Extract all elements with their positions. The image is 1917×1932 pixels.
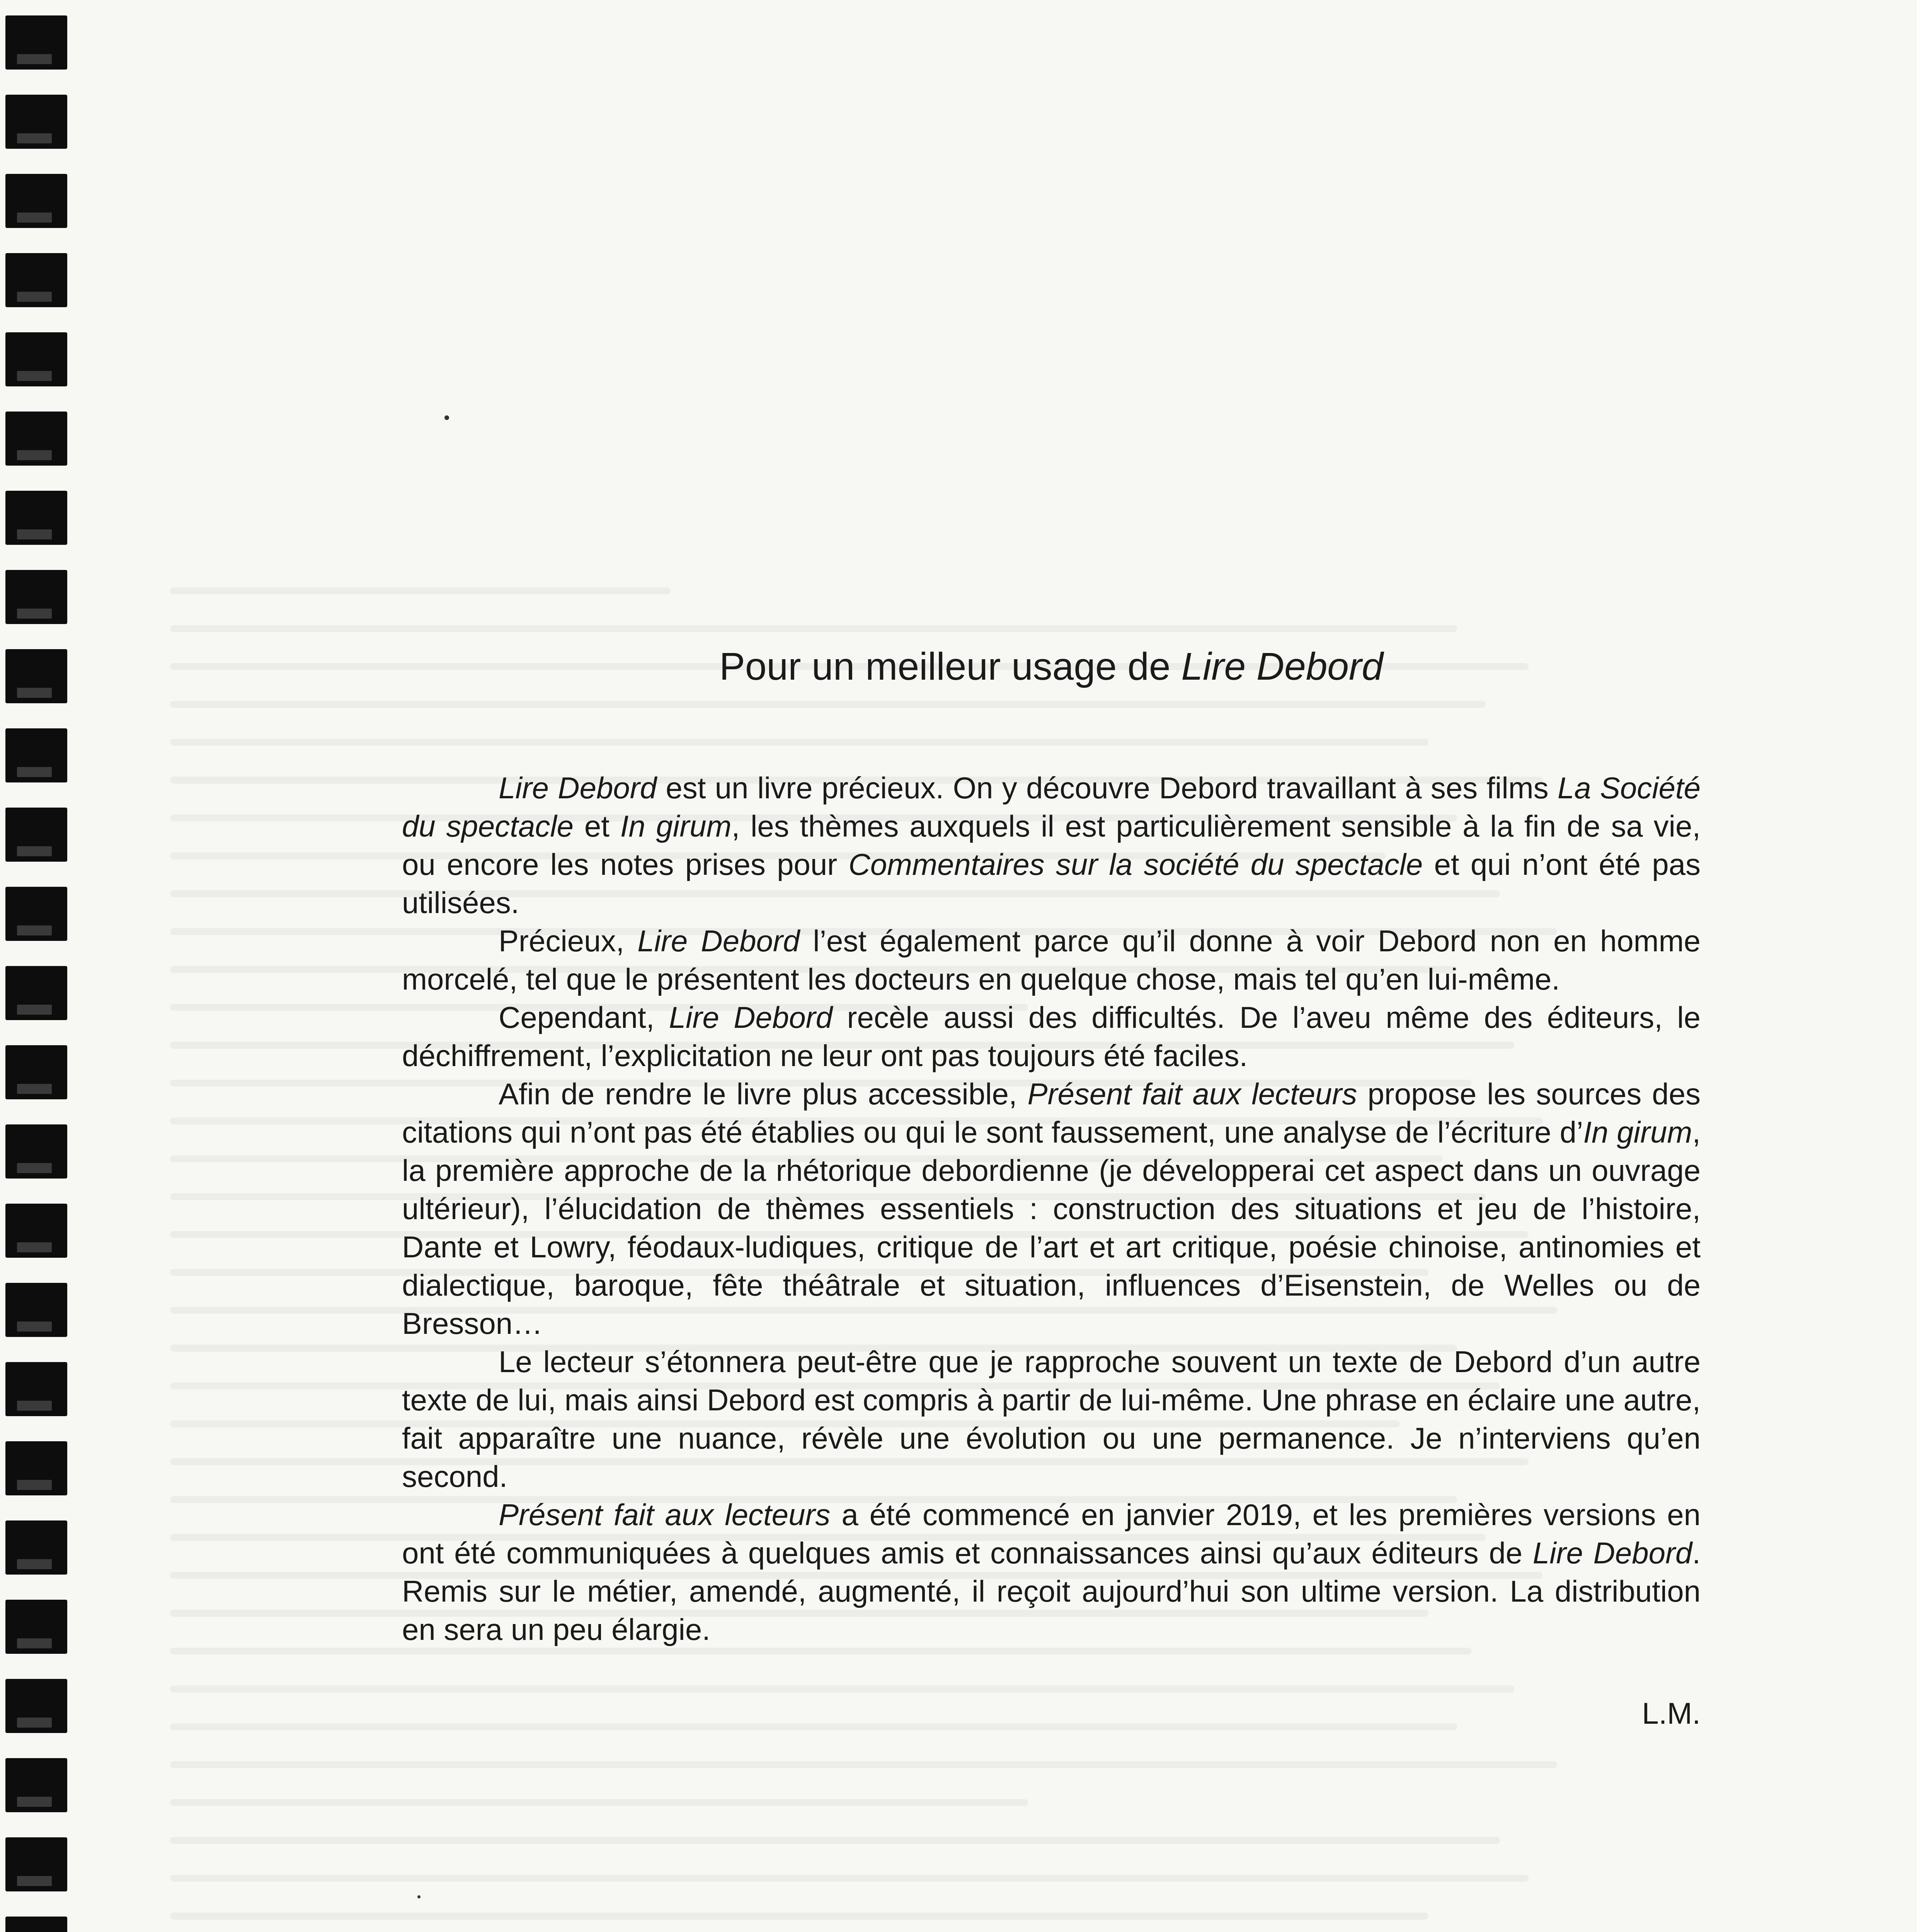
text-run: et qui n’ont été pas utilisées. xyxy=(402,847,1701,920)
page-title xyxy=(402,641,1701,692)
show-through-line xyxy=(170,625,1457,632)
body-text xyxy=(402,769,1701,1649)
binding-hole xyxy=(5,1362,67,1416)
text-run: Précieux, xyxy=(499,924,638,958)
text-run: recèle aussi des difficultés. De l’aveu même des éditeurs, le déchiffrement, l’explicitation ne leur ont pas toujours été faciles. xyxy=(402,1000,1701,1073)
binding-hole xyxy=(5,887,67,941)
text-run: Le lecteur s’étonnera peut-être que je rapproche souvent un texte de Debord d’un autre texte de lui, mais ainsi Debord est compris à partir de lui-même. Une phrase en éclaire une autre, fait apparaître une nuance, révèle une évolution ou une permanence. Je n’interviens qu’en second. xyxy=(402,1345,1701,1493)
binding-hole xyxy=(5,1600,67,1654)
binding-hole xyxy=(5,1283,67,1337)
paragraph xyxy=(402,1496,1701,1649)
show-through-line xyxy=(170,1799,1028,1806)
dust-speck xyxy=(417,1895,421,1898)
text-run: , les thèmes auxquels il est particulièrement sensible à la fin de sa vie, ou encore les notes prises pour xyxy=(402,809,1701,881)
italic-run: Présent fait aux lecteurs xyxy=(499,1498,831,1532)
text-run: Afin de rendre le livre plus accessible, xyxy=(499,1077,1028,1111)
binding-hole xyxy=(5,808,67,862)
italic-run: Commentaires sur la société du spectacle xyxy=(848,847,1423,881)
spiral-binding xyxy=(0,0,73,1932)
binding-hole xyxy=(5,174,67,228)
text-run: propose les sources des citations qui n’ont pas été établies ou qui le sont faussement, une analyse de l’écriture d’ xyxy=(402,1077,1701,1149)
show-through-line xyxy=(170,1761,1557,1768)
dust-speck xyxy=(444,415,449,420)
italic-run: Lire Debord xyxy=(499,771,657,805)
binding-hole xyxy=(5,1520,67,1575)
paragraph xyxy=(402,998,1701,1075)
italic-run: In girum xyxy=(620,809,732,843)
italic-run: Lire Debord xyxy=(1532,1536,1692,1570)
show-through-line xyxy=(170,1875,1529,1882)
binding-hole xyxy=(5,1758,67,1812)
binding-hole xyxy=(5,1837,67,1891)
italic-run: In girum xyxy=(1583,1115,1692,1149)
text-run: a été commencé en janvier 2019, et les premières versions en ont été communiquées à quelques amis et connaissances ainsi qu’aux éditeurs de xyxy=(402,1498,1701,1570)
binding-hole xyxy=(5,253,67,307)
page-content xyxy=(402,641,1701,1733)
paragraph xyxy=(402,1075,1701,1343)
binding-hole xyxy=(5,649,67,703)
binding-hole xyxy=(5,332,67,386)
italic-run: La Société du spectacle xyxy=(402,771,1701,843)
binding-hole xyxy=(5,1045,67,1099)
title-book-name: Lire Debord xyxy=(1181,645,1383,688)
binding-hole xyxy=(5,15,67,70)
text-run: est un livre précieux. On y découvre Debord travaillant à ses films xyxy=(657,771,1558,805)
paragraph xyxy=(402,1343,1701,1496)
text-run: , la première approche de la rhétorique debordienne (je développerai cet aspect dans un ouvrage ultérieur), l’élucidation de thèmes essentiels : construction des situations et jeu de l’histoire, Dante et Lowry, féodaux-ludiques, critique de l’art et art critique, poésie chinoise, antinomies et dialectique, baroque, fête théâtrale et situation, influences d’Eisenstein, de Welles ou de Bresson… xyxy=(402,1115,1701,1340)
binding-hole xyxy=(5,966,67,1020)
binding-hole xyxy=(5,1679,67,1733)
text-run: Cependant, xyxy=(499,1000,669,1034)
binding-hole xyxy=(5,1204,67,1258)
show-through-line xyxy=(170,1913,1428,1920)
binding-hole xyxy=(5,1441,67,1495)
binding-hole xyxy=(5,95,67,149)
binding-hole xyxy=(5,1124,67,1179)
italic-run: Lire Debord xyxy=(669,1000,833,1034)
paragraph xyxy=(402,769,1701,922)
show-through-line xyxy=(170,1837,1500,1844)
binding-hole xyxy=(5,412,67,466)
text-run: l’est également parce qu’il donne à voir Debord non en homme morcelé, tel que le présentent les docteurs en quelque chose, mais tel qu’en lui-même. xyxy=(402,924,1701,996)
binding-hole xyxy=(5,570,67,624)
binding-hole xyxy=(5,1917,67,1932)
binding-hole xyxy=(5,491,67,545)
signature: L.M. xyxy=(1642,1696,1701,1730)
title-prefix: Pour un meilleur usage de xyxy=(719,645,1182,688)
paragraph xyxy=(402,922,1701,998)
show-through-line xyxy=(170,587,671,594)
italic-run: Lire Debord xyxy=(637,924,800,958)
text-run: . Remis sur le métier, amendé, augmenté, il reçoit aujourd’hui son ultime version. La distribution en sera un peu élargie. xyxy=(402,1536,1701,1646)
italic-run: Présent fait aux lecteurs xyxy=(1027,1077,1357,1111)
text-run: et xyxy=(574,809,620,843)
binding-hole xyxy=(5,728,67,782)
